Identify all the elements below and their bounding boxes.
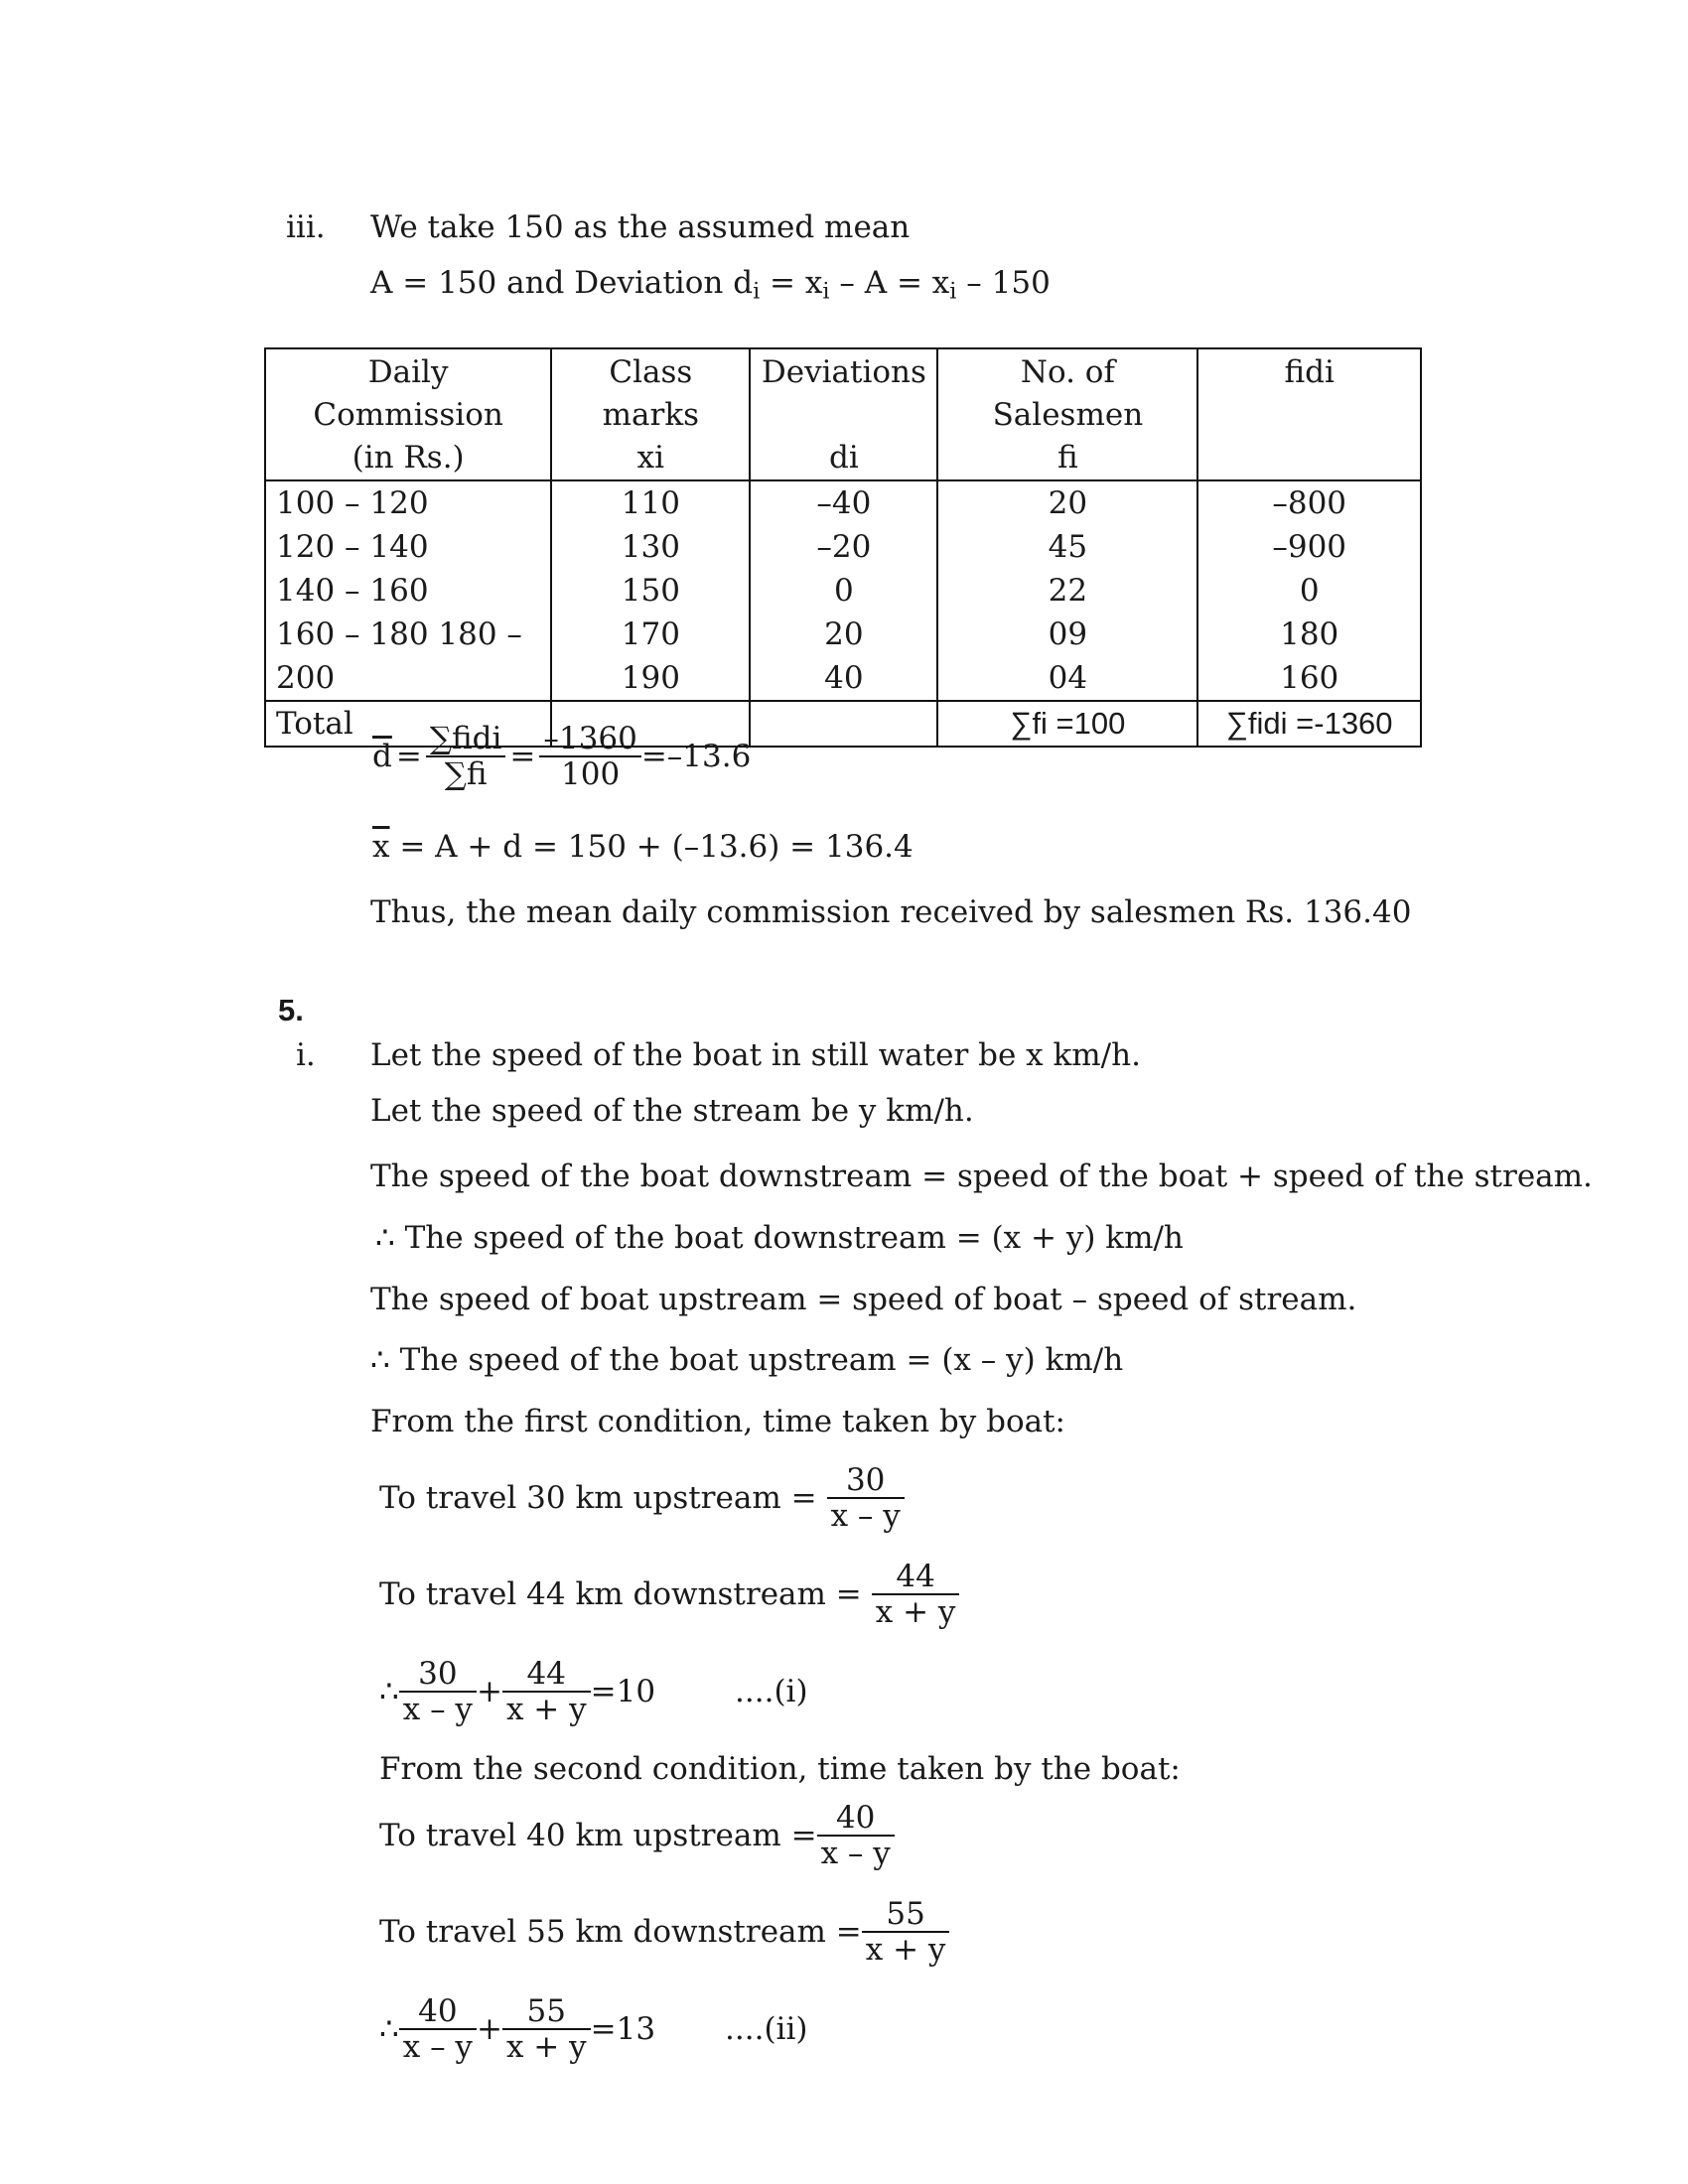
cell-class-mark: 190 xyxy=(551,656,750,701)
cell-deviation: 0 xyxy=(750,569,937,613)
upstream-40-expression xyxy=(379,1802,895,1870)
fraction xyxy=(862,1898,950,1967)
cell-frequency: 20 xyxy=(937,480,1197,525)
item-label-i: i. xyxy=(296,1037,316,1073)
header-fi: fi xyxy=(937,437,1197,480)
conclusion-text: Thus, the mean daily commission received by salesmen Rs. 136.40 xyxy=(370,894,1412,930)
fraction xyxy=(502,1658,591,1726)
cell-class-interval: 160 – 180 180 – xyxy=(265,613,551,656)
upstream-40-text: To travel 40 km upstream = xyxy=(379,1818,817,1854)
fraction xyxy=(827,1464,905,1533)
table-row xyxy=(265,480,1421,525)
fraction-numerator: 44 xyxy=(526,1656,566,1692)
fraction xyxy=(872,1561,960,1629)
downstream-55-expression xyxy=(379,1898,949,1967)
cell-class-interval: 140 – 160 xyxy=(265,569,551,613)
q5-line: Let the speed of the stream be y km/h. xyxy=(370,1093,974,1129)
q5-line: ∴ The speed of the boat downstream = (x + y) km/h xyxy=(375,1220,1184,1256)
fraction xyxy=(399,1995,477,2064)
commission-table xyxy=(264,347,1422,748)
equation-result: =13 xyxy=(590,2011,656,2048)
header-in-rs: (in Rs.) xyxy=(265,437,551,480)
header-no-of-salesmen: No. of Salesmen xyxy=(937,348,1197,437)
upstream-30-expression xyxy=(379,1464,905,1533)
plus-sign: + xyxy=(476,2011,502,2048)
cell-fidi: –900 xyxy=(1197,525,1421,569)
subscript-i: i xyxy=(753,278,761,305)
fraction-numerator: 55 xyxy=(886,1896,925,1932)
deviation-definition-c: – A = x xyxy=(829,265,950,301)
fraction-numerator: ∑fidi xyxy=(429,721,502,756)
therefore-symbol: ∴ xyxy=(379,2011,399,2048)
table-row xyxy=(265,656,1421,701)
cell-total-empty xyxy=(750,701,937,747)
header-xi: xi xyxy=(551,437,750,480)
cell-fidi: 0 xyxy=(1197,569,1421,613)
assumed-mean-line: We take 150 as the assumed mean xyxy=(370,209,911,245)
fraction-numerator: 40 xyxy=(418,1993,458,2029)
equals-sign: = xyxy=(395,739,422,775)
fraction-numerator: 40 xyxy=(835,1800,876,1836)
deviation-definition-a: A = 150 and Deviation d xyxy=(370,265,754,301)
deviation-definition xyxy=(370,266,1051,305)
cell-fidi: –800 xyxy=(1197,480,1421,525)
xbar-symbol: $\overline{x}$ xyxy=(372,829,390,865)
therefore-symbol: ∴ xyxy=(379,1674,399,1710)
question-number: 5. xyxy=(278,993,304,1027)
cell-class-mark: 110 xyxy=(551,480,750,525)
cell-deviation: –40 xyxy=(750,480,937,525)
cell-class-mark: 150 xyxy=(551,569,750,613)
table-row xyxy=(265,613,1421,656)
deviation-definition-d: – 150 xyxy=(956,265,1051,301)
second-condition-line: From the second condition, time taken by the boat: xyxy=(379,1751,1181,1787)
fraction-sum xyxy=(426,723,506,791)
fraction-denominator: x + y xyxy=(872,1593,960,1629)
q5-line: The speed of the boat downstream = speed of the boat + speed of the stream. xyxy=(370,1159,1593,1194)
cell-fidi: 160 xyxy=(1197,656,1421,701)
fraction-denominator: x – y xyxy=(399,1691,477,1726)
equation-result: =10 xyxy=(590,1674,656,1710)
cell-frequency: 22 xyxy=(937,569,1197,613)
downstream-55-text: To travel 55 km downstream = xyxy=(379,1914,862,1951)
fraction xyxy=(502,1995,591,2064)
cell-class-interval: 120 – 140 xyxy=(265,525,551,569)
xbar-expression: = A + d = 150 + (–13.6) = 136.4 xyxy=(399,829,914,865)
equation-ii xyxy=(379,1995,807,2064)
header-fidi: fidi xyxy=(1197,348,1421,437)
dbar-equation xyxy=(372,723,751,791)
cell-frequency: 04 xyxy=(937,656,1197,701)
equation-i xyxy=(379,1658,808,1726)
cell-class-mark: 130 xyxy=(551,525,750,569)
fraction-numerator: –1360 xyxy=(543,721,637,756)
equation-tag: ....(ii) xyxy=(725,2011,808,2048)
q5-line: The speed of boat upstream = speed of boat – speed of stream. xyxy=(370,1282,1357,1317)
cell-total-label: Total xyxy=(265,701,551,747)
equals-sign: = xyxy=(509,739,536,775)
header-daily-commission: Daily Commission xyxy=(265,348,551,437)
fraction-denominator: x + y xyxy=(862,1931,950,1967)
fraction xyxy=(399,1658,477,1726)
equation-tag: ....(i) xyxy=(735,1674,808,1710)
xbar-equation xyxy=(372,830,914,866)
fraction-denominator: x – y xyxy=(399,2028,477,2064)
fraction-denominator: x – y xyxy=(827,1497,905,1533)
fraction-numerator: 44 xyxy=(896,1559,935,1594)
header-deviations: Deviations xyxy=(750,348,937,437)
cell-class-interval: 100 – 120 xyxy=(265,480,551,525)
upstream-30-text: To travel 30 km upstream = xyxy=(379,1480,817,1517)
fraction-denominator: x – y xyxy=(817,1835,895,1870)
table-row xyxy=(265,525,1421,569)
header-empty xyxy=(1197,437,1421,480)
cell-deviation: 40 xyxy=(750,656,937,701)
plus-sign: + xyxy=(476,1674,502,1710)
fraction-values xyxy=(539,723,640,791)
cell-class-interval: 200 xyxy=(265,656,551,701)
dbar-result: =–13.6 xyxy=(640,739,752,775)
cell-sum-fidi: ∑fidi =-1360 xyxy=(1197,701,1421,747)
subscript-i: i xyxy=(949,278,957,305)
header-class-marks: Class marks xyxy=(551,348,750,437)
cell-fidi: 180 xyxy=(1197,613,1421,656)
fraction-denominator: 100 xyxy=(539,755,640,791)
q5-line: From the first condition, time taken by boat: xyxy=(370,1404,1065,1439)
item-label-iii: iii. xyxy=(286,209,326,245)
fraction-numerator: 55 xyxy=(526,1993,566,2029)
table-row xyxy=(265,569,1421,613)
q5-line: ∴ The speed of the boat upstream = (x – y) km/h xyxy=(370,1342,1124,1378)
cell-frequency: 09 xyxy=(937,613,1197,656)
cell-sum-fi: ∑fi =100 xyxy=(937,701,1197,747)
fraction-numerator: 30 xyxy=(845,1462,886,1498)
subscript-i: i xyxy=(822,278,830,305)
q5-line: Let the speed of the boat in still water be x km/h. xyxy=(370,1037,1141,1073)
downstream-44-text: To travel 44 km downstream = xyxy=(379,1576,862,1613)
cell-class-mark: 170 xyxy=(551,613,750,656)
fraction-denominator: ∑fi xyxy=(426,755,506,791)
fraction-denominator: x + y xyxy=(502,1691,591,1726)
cell-deviation: 20 xyxy=(750,613,937,656)
cell-frequency: 45 xyxy=(937,525,1197,569)
cell-deviation: –20 xyxy=(750,525,937,569)
fraction-numerator: 30 xyxy=(418,1656,458,1692)
deviation-definition-b: = x xyxy=(760,265,823,301)
fraction-denominator: x + y xyxy=(502,2028,591,2064)
fraction xyxy=(817,1802,895,1870)
dbar-symbol: $\overline{d}$ xyxy=(372,739,392,775)
header-di: di xyxy=(750,437,937,480)
downstream-44-expression xyxy=(379,1561,959,1629)
